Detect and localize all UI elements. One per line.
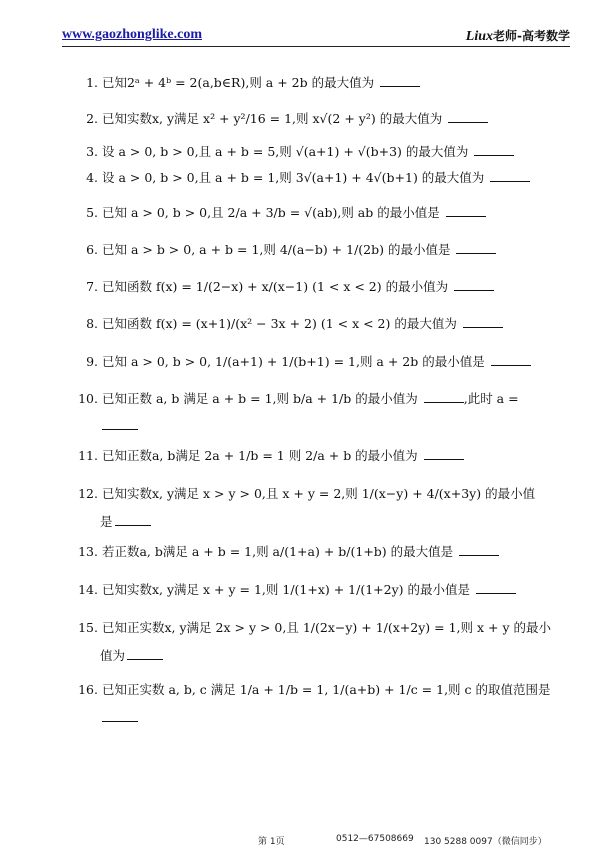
question-16 xyxy=(76,680,551,698)
question-2 xyxy=(76,109,488,127)
question-11 xyxy=(76,446,464,464)
answer-blank[interactable] xyxy=(102,719,138,722)
answer-blank[interactable] xyxy=(491,363,531,366)
question-4 xyxy=(76,168,530,186)
answer-blank[interactable] xyxy=(115,523,151,526)
question-number: 9. xyxy=(86,354,98,369)
question-number: 1. xyxy=(86,75,98,90)
question-6 xyxy=(76,240,496,258)
answer-blank[interactable] xyxy=(456,251,496,254)
question-number: 8. xyxy=(86,316,98,331)
question-number: 12. xyxy=(78,486,98,501)
question-number: 2. xyxy=(86,111,98,126)
question-number: 15. xyxy=(78,620,98,635)
question-8 xyxy=(76,314,503,332)
question-text: 已知 a > b > 0, a + b = 1,则 4/(a−b) + 1/(2b) 的最小值是 xyxy=(101,242,451,257)
site-link[interactable]: www.gaozhonglike.com xyxy=(62,27,202,42)
question-number: 10. xyxy=(78,391,98,406)
question-text: 设 a > 0, b > 0,且 a + b = 5,则 √(a+1) + √(b+3) 的最大值为 xyxy=(101,144,469,159)
answer-blank[interactable] xyxy=(127,657,163,660)
question-text: 已知函数 f(x) = 1/(2−x) + x/(x−1) (1 < x < 2) 的最小值为 xyxy=(101,279,449,294)
answer-blank[interactable] xyxy=(459,553,499,556)
brand-linux: Liux xyxy=(465,29,494,44)
question-text: 已知 a > 0, b > 0,且 2/a + 3/b = √(ab),则 ab 的最小值是 xyxy=(101,205,440,220)
answer-blank[interactable] xyxy=(476,591,516,594)
question-text: 已知2ᵃ + 4ᵇ = 2(a,b∈R),则 a + 2b 的最大值为 xyxy=(101,75,375,90)
answer-blank[interactable] xyxy=(454,288,494,291)
answer-blank[interactable] xyxy=(490,179,530,182)
question-number: 7. xyxy=(86,279,98,294)
question-14 xyxy=(76,580,516,598)
header-rule xyxy=(62,46,570,47)
phone-mobile: 130 5288 0097（微信同步） xyxy=(424,837,547,847)
question-9 xyxy=(76,352,531,370)
phone-landline: 0512—67508669 xyxy=(336,834,414,844)
question-text: 已知正实数 a, b, c 满足 1/a + 1/b = 1, 1/(a+b) + 1/c = 1,则 c 的取值范围是 xyxy=(101,682,551,697)
question-3 xyxy=(76,142,514,160)
question-10 xyxy=(76,389,519,407)
question-10-continued xyxy=(100,418,138,433)
header xyxy=(62,24,570,46)
question-1 xyxy=(76,73,420,91)
question-text: 已知正数a, b满足 2a + 1/b = 1 则 2/a + b 的最小值为 xyxy=(101,448,418,463)
question-16-continued xyxy=(100,710,138,725)
question-number: 14. xyxy=(78,582,98,597)
answer-blank[interactable] xyxy=(474,153,514,156)
question-number: 5. xyxy=(86,205,98,220)
answer-blank[interactable] xyxy=(446,214,486,217)
question-text-continued: 值为 xyxy=(100,648,126,663)
question-15 xyxy=(76,618,551,636)
brand-title xyxy=(466,27,570,45)
question-7 xyxy=(76,277,494,295)
question-text: 若正数a, b满足 a + b = 1,则 a/(1+a) + b/(1+b) 的最大值是 xyxy=(101,544,454,559)
question-13 xyxy=(76,542,499,560)
answer-blank[interactable] xyxy=(380,84,420,87)
question-text: 已知实数x, y满足 x > y > 0,且 x + y = 2,则 1/(x−y) + 4/(x+3y) 的最小值 xyxy=(101,486,536,501)
question-5 xyxy=(76,203,486,221)
question-12 xyxy=(76,484,535,502)
question-text: 已知正数 a, b 满足 a + b = 1,则 b/a + 1/b 的最小值为 xyxy=(101,391,418,406)
question-text: 已知正实数x, y满足 2x > y > 0,且 1/(2x−y) + 1/(x+2y) = 1,则 x + y 的最小 xyxy=(101,620,551,635)
brand-text: 老师-高考数学 xyxy=(493,29,570,43)
question-text: 已知 a > 0, b > 0, 1/(a+1) + 1/(b+1) = 1,则 a + 2b 的最小值是 xyxy=(101,354,485,369)
answer-blank[interactable] xyxy=(448,120,488,123)
question-text: 设 a > 0, b > 0,且 a + b = 1,则 3√(a+1) + 4√(b+1) 的最大值为 xyxy=(101,170,485,185)
question-text: 已知实数x, y满足 x² + y²/16 = 1,则 x√(2 + y²) 的最大值为 xyxy=(101,111,443,126)
page-number: 第 1页 xyxy=(258,837,285,847)
question-text-continued: 是 xyxy=(100,514,113,529)
question-15-continued xyxy=(100,646,163,664)
question-text-after: ,此时 a = xyxy=(463,391,519,406)
answer-blank[interactable] xyxy=(424,400,464,403)
question-number: 3. xyxy=(86,144,98,159)
question-text: 已知函数 f(x) = (x+1)/(x² − 3x + 2) (1 < x < 2) 的最大值为 xyxy=(101,316,457,331)
question-number: 11. xyxy=(78,448,98,463)
answer-blank[interactable] xyxy=(102,427,138,430)
question-number: 16. xyxy=(78,682,98,697)
question-12-continued xyxy=(100,512,151,530)
question-number: 6. xyxy=(86,242,98,257)
answer-blank[interactable] xyxy=(463,325,503,328)
answer-blank[interactable] xyxy=(424,457,464,460)
question-text: 已知实数x, y满足 x + y = 1,则 1/(1+x) + 1/(1+2y) 的最小值是 xyxy=(101,582,471,597)
question-number: 13. xyxy=(78,544,98,559)
question-number: 4. xyxy=(86,170,98,185)
